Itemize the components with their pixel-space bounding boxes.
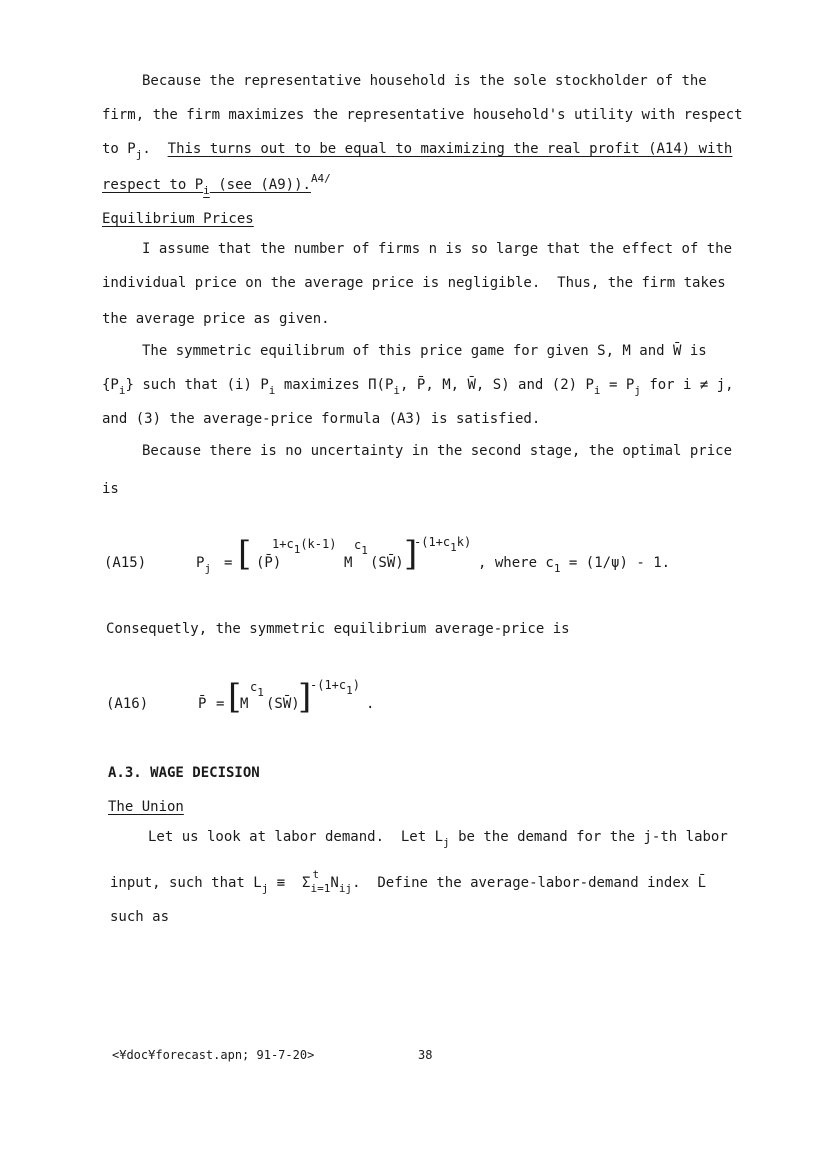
paragraph-line: individual price on the average price is negligible. Thus, the firm takes — [102, 275, 726, 291]
where-clause — [478, 555, 671, 575]
summation-upper: t — [312, 868, 320, 881]
sw-term: (SW̄) — [266, 696, 300, 712]
underlined-text: respect to P — [102, 177, 204, 193]
text-run: input, such that L — [110, 875, 262, 891]
equation-label: (A15) — [104, 555, 147, 571]
period: . — [366, 696, 375, 712]
equation-label: (A16) — [106, 696, 149, 712]
text-run: be the demand for the j-th labor — [449, 829, 728, 845]
subscript: j — [443, 836, 450, 849]
text-run: c — [250, 680, 258, 694]
sw-term: (SW̄) — [370, 555, 404, 571]
subscript: 1 — [361, 544, 368, 557]
subscript: i — [118, 384, 126, 397]
text-run: 1+c — [272, 537, 294, 551]
footer-path: <¥doc¥forecast.apn; 91-7-20> — [112, 1048, 315, 1062]
paragraph-line — [102, 172, 331, 197]
exponent — [354, 538, 368, 557]
m-term: M — [240, 696, 249, 712]
subscript: 1 — [346, 684, 353, 697]
text-run: (k-1) — [300, 537, 337, 551]
paragraph-line — [110, 868, 707, 895]
outer-exponent — [414, 535, 472, 554]
outer-exponent — [310, 678, 360, 697]
subsection-heading: The Union — [108, 799, 184, 815]
paragraph-line — [102, 376, 734, 395]
paragraph-line: Consequetly, the symmetric equilibrium average-price is — [106, 621, 570, 637]
text-run: ≡ Σ — [268, 875, 311, 891]
subscript: 1 — [293, 543, 301, 556]
text-run: -(1+c — [310, 678, 347, 692]
subscript: 1 — [257, 686, 264, 699]
right-bracket: ] — [404, 534, 418, 574]
subscript: i — [268, 384, 276, 397]
equation-lhs — [196, 555, 212, 575]
paragraph-line: is — [102, 481, 119, 497]
section-heading: Equilibrium Prices — [102, 211, 254, 227]
paragraph-line — [148, 828, 728, 847]
paragraph-line: and (3) the average-price formula (A3) is satisfied. — [102, 411, 541, 427]
equals-sign: = — [224, 555, 233, 571]
text-run: . Define the average-labor-demand index L̄ — [352, 875, 707, 891]
paragraph-line: Because there is no uncertainty in the second stage, the optimal price — [142, 443, 733, 459]
subscript: 1 — [450, 541, 457, 554]
text-run: = P — [600, 377, 635, 393]
paragraph-line: The symmetric equilibrum of this price game for given S, M and W̄ is — [142, 343, 707, 359]
paragraph-line: the average price as given. — [102, 311, 330, 327]
subscript: j — [135, 148, 143, 161]
subscript: j — [634, 384, 641, 397]
text-run: for i ≠ j, — [640, 377, 734, 393]
subscript: j — [261, 882, 269, 895]
subscript: 1 — [553, 562, 561, 575]
right-bracket: ] — [298, 677, 312, 717]
text-run: , P̄, M, W̄, S) and (2) P — [400, 377, 594, 393]
paragraph-line: such as — [110, 909, 170, 925]
paragraph-line: Because the representative household is the sole stockholder of the — [142, 73, 707, 89]
subscript: ij — [338, 882, 353, 895]
text-run: ) — [352, 678, 360, 692]
text-run: P — [196, 555, 205, 571]
section-heading: A.3. WAGE DECISION — [108, 765, 260, 781]
underlined-text: This turns out to be equal to maximizing the real profit (A14) with — [167, 141, 733, 157]
left-bracket: [ — [228, 677, 242, 717]
text-run: k) — [456, 535, 472, 549]
left-bracket: [ — [238, 534, 252, 574]
pbar-term: (P̄) — [256, 555, 282, 571]
text-run: = (1/ψ) - 1. — [560, 555, 671, 571]
text-run: -(1+c — [414, 535, 451, 549]
text-run: {P — [102, 377, 119, 393]
text-run: Let us look at labor demand. Let L — [148, 829, 444, 845]
text-run: to P — [102, 141, 136, 157]
text-run: c — [354, 538, 362, 552]
subscript: i — [203, 184, 210, 197]
paragraph-line: I assume that the number of firms n is so large that the effect of the — [142, 241, 733, 257]
text-run: } such that (i) P — [125, 377, 269, 393]
exponent — [272, 537, 337, 556]
summation-lower: i=1 — [310, 882, 331, 895]
exponent — [250, 680, 264, 699]
m-term: M — [344, 555, 353, 571]
text-run: maximizes Π(P — [275, 377, 394, 393]
text-run: , where c — [478, 555, 554, 571]
equals-sign: = — [216, 696, 225, 712]
summation-limits — [310, 868, 331, 895]
text-run: N — [330, 875, 339, 891]
text-run: . — [142, 141, 168, 157]
equation-lhs: P̄ — [198, 696, 207, 712]
footnote-marker: A4/ — [310, 172, 331, 185]
paragraph-line — [102, 140, 732, 159]
page-number: 38 — [418, 1048, 433, 1062]
subscript: i — [393, 384, 401, 397]
underlined-text: (see (A9)). — [209, 177, 311, 193]
subscript: i — [593, 384, 601, 397]
paragraph-line: firm, the firm maximizes the representative household's utility with respect — [102, 107, 743, 123]
subscript: j — [204, 562, 212, 575]
